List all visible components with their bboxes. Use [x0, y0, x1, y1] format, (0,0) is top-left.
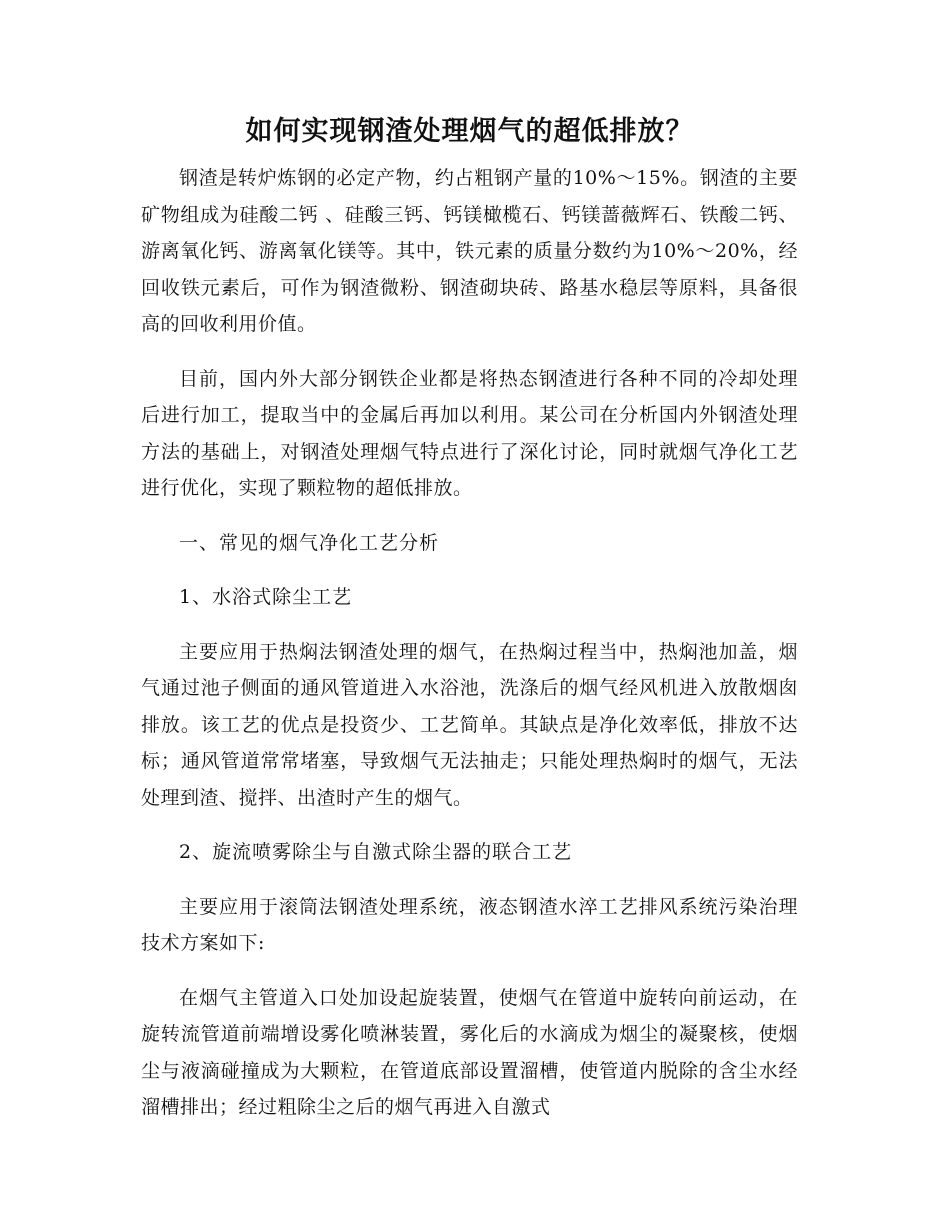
- document-body: [141, 110, 798, 1126]
- document-title: 如何实现钢渣处理烟气的超低排放？: [245, 116, 694, 147]
- subsection-heading-water-bath: 1、水浴式除尘工艺: [179, 586, 353, 608]
- paragraph-steel-slag-intro: 钢渣是转炉炼钢的必定产物，约占粗钢产量的10%～15%。钢渣的主要矿物组成为硅酸二钙 、硅酸三钙、钙镁橄榄石、钙镁蔷薇辉石、铁酸二钙、游离氧化钙、游离氧化镁等。其中，铁元素的质量分数约为10%～20%，经回收铁元素后，可作为钢渣微粉、钢渣砌块砖、路基水稳层等原料，具备很高的回收利用价值。: [141, 167, 798, 335]
- paragraph-swirl-spray-description: 在烟气主管道入口处加设起旋装置，使烟气在管道中旋转向前运动，在旋转流管道前端增设雾化喷淋装置，雾化后的水滴成为烟尘的凝聚核，使烟尘与液滴碰撞成为大颗粒，在管道底部设置溜槽，使管道内脱除的含尘水经溜槽排出；经过粗除尘之后的烟气再进入自激式: [141, 986, 798, 1118]
- paragraph-water-bath-process: 主要应用于热焖法钢渣处理的烟气，在热焖过程当中，热焖池加盖，烟气通过池子侧面的通风管道进入水浴池，洗涤后的烟气经风机进入放散烟囱排放。该工艺的优点是投资少、工艺简单。其缺点是净化效率低，排放不达标；通风管道常常堵塞，导致烟气无法抽走；只能处理热焖时的烟气，无法处理到渣、搅拌、出渣时产生的烟气。: [141, 640, 798, 809]
- paragraph-current-status: 目前，国内外大部分钢铁企业都是将热态钢渣进行各种不同的冷却处理后进行加工，提取当中的金属后再加以利用。某公司在分析国内外钢渣处理方法的基础上，对钢渣处理烟气特点进行了深化讨论，同时就烟气净化工艺进行优化，实现了颗粒物的超低排放。: [141, 367, 798, 499]
- subsection-heading-combined-process: 2、旋流喷雾除尘与自激式除尘器的联合工艺: [179, 841, 573, 863]
- paragraph-drum-method: 主要应用于滚筒法钢渣处理系统，液态钢渣水淬工艺排风系统污染治理技术方案如下:: [141, 895, 798, 954]
- section-heading-common-processes: 一、常见的烟气净化工艺分析: [179, 531, 440, 554]
